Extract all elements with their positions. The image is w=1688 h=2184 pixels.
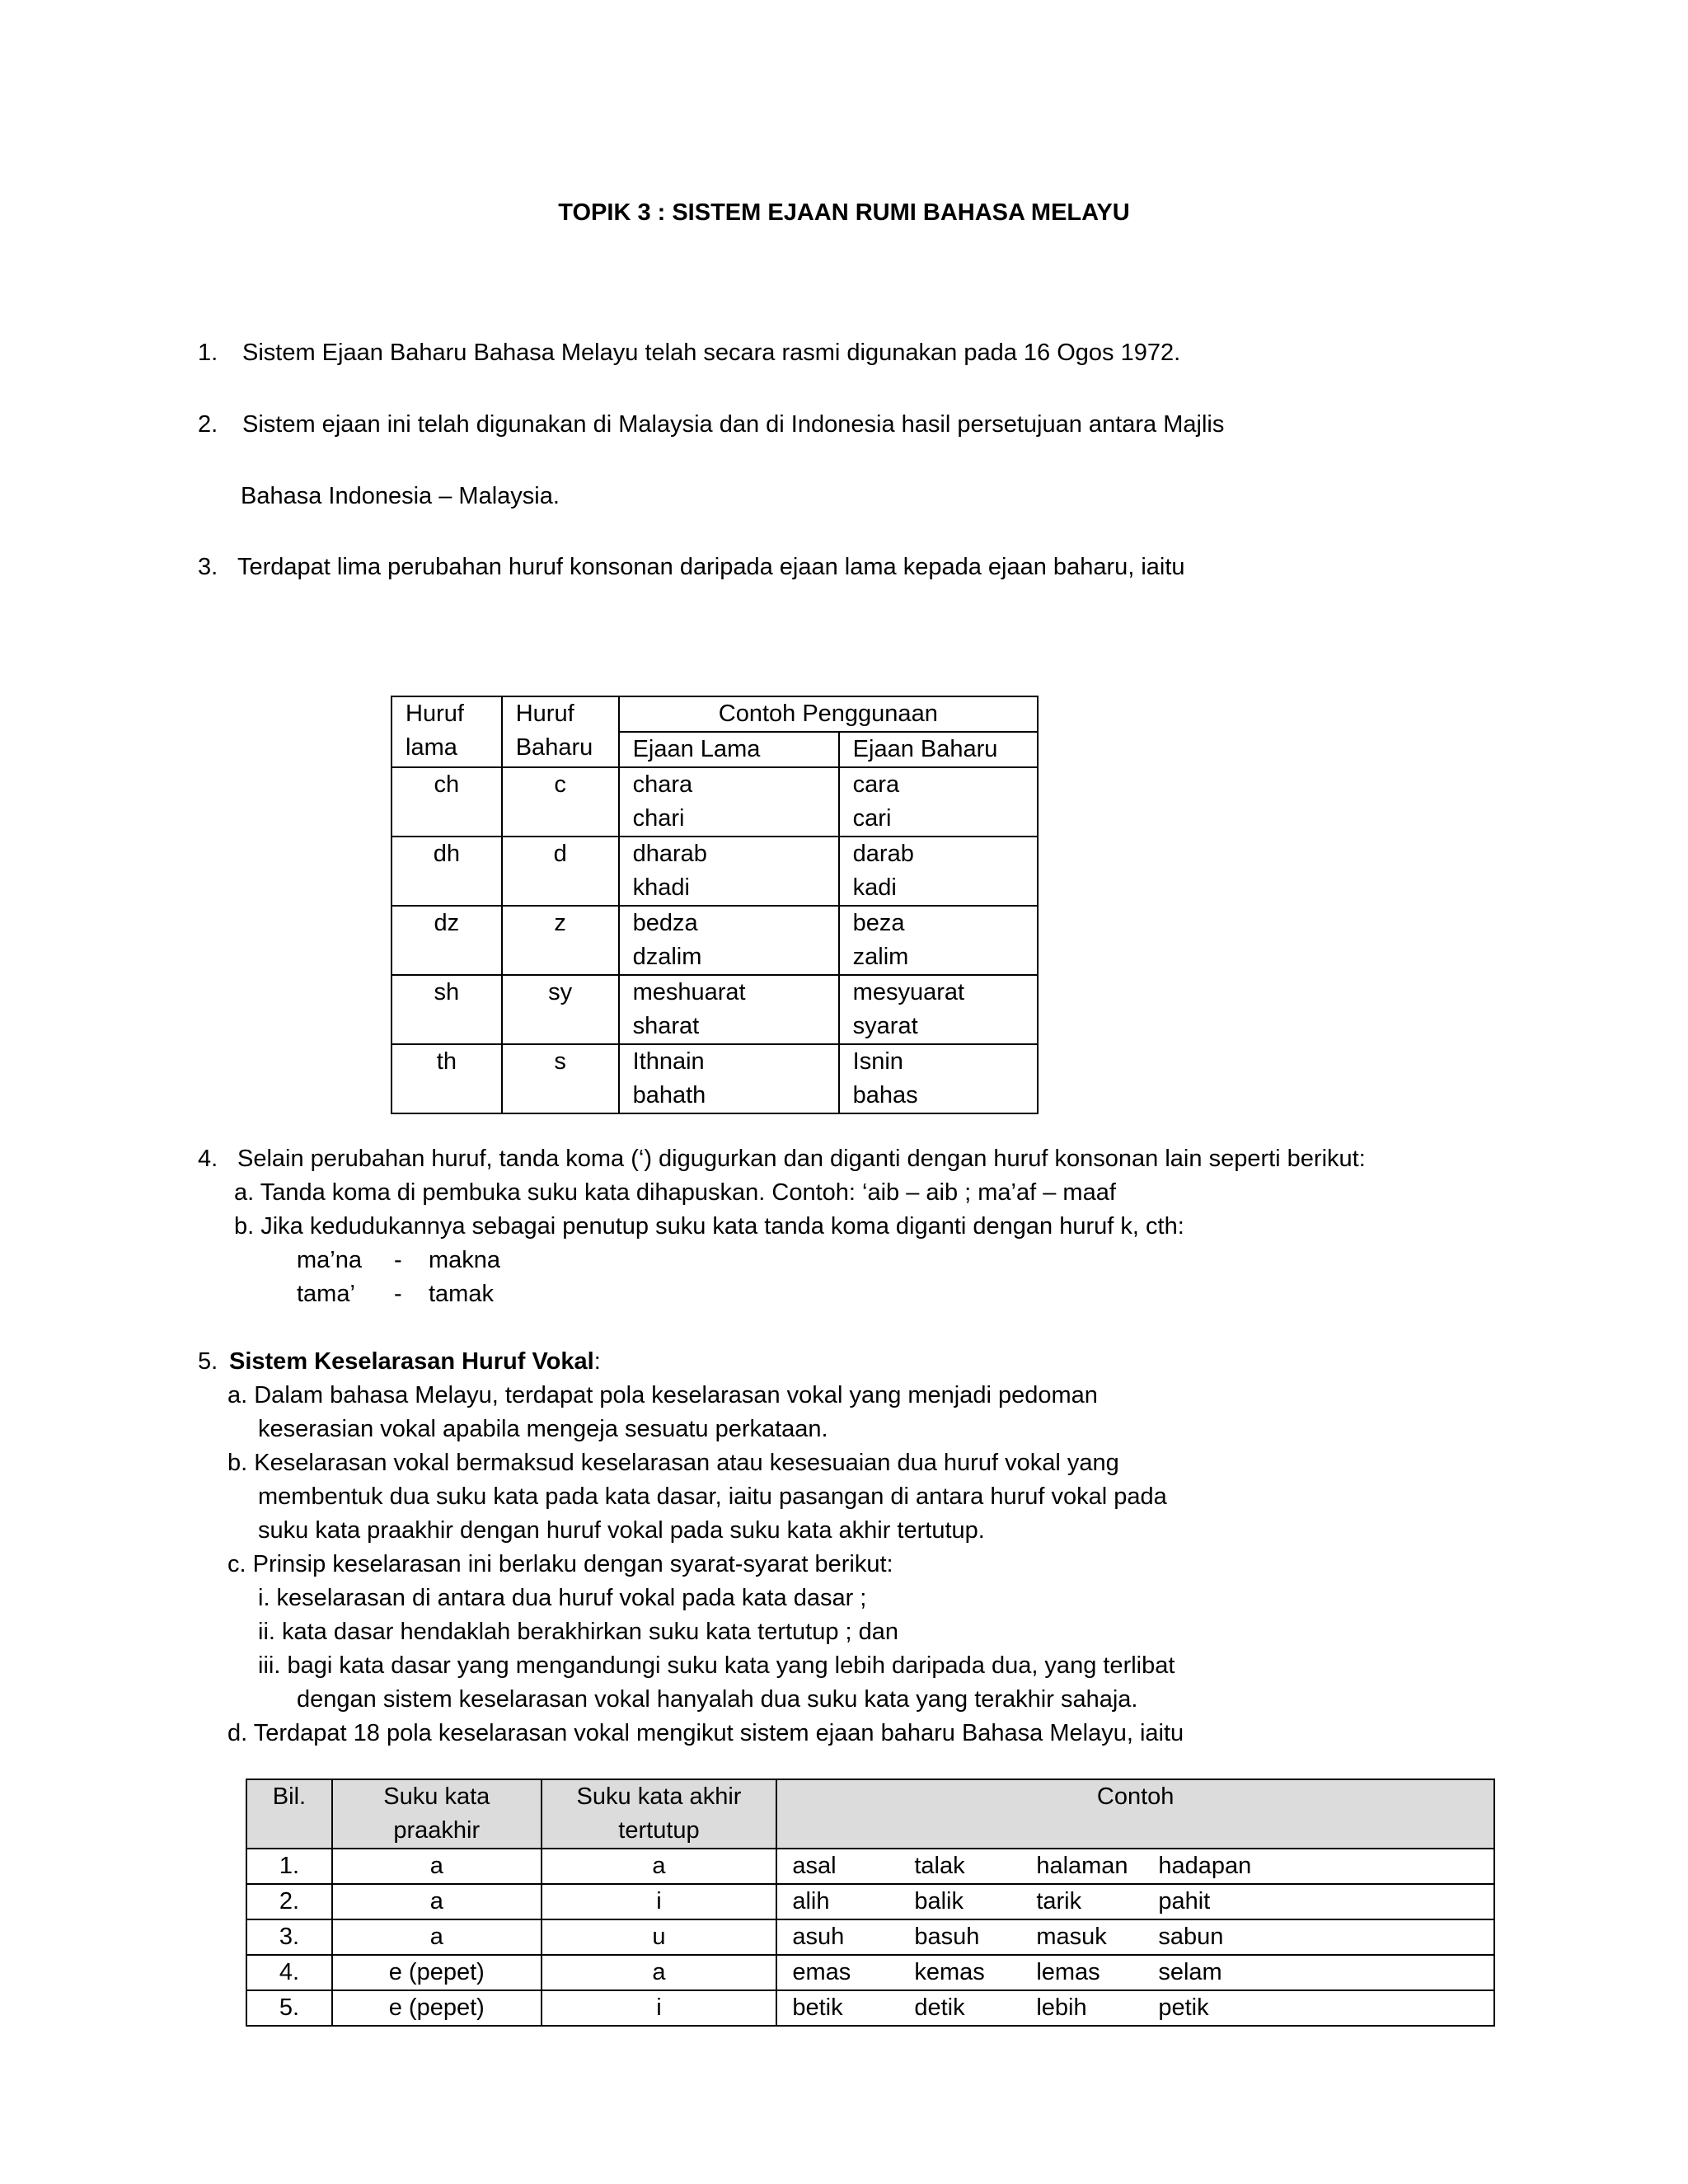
- cell-praakhir: e (pepet): [332, 1955, 542, 1990]
- cell-praakhir: a: [332, 1849, 542, 1884]
- cell-ejaan-lama: bedza dzalim: [619, 906, 839, 975]
- table-row: [392, 837, 1038, 906]
- cell-contoh: asal talak halaman hadapan: [776, 1849, 1494, 1884]
- list-item-2-continuation: Bahasa Indonesia – Malaysia.: [241, 483, 560, 509]
- cell-akhir: i: [542, 1990, 777, 2026]
- cell-huruf-lama: dz: [392, 906, 502, 975]
- table-row: [392, 1044, 1038, 1113]
- sub-item-5d: d. Terdapat 18 pola keselarasan vokal mengikut sistem ejaan baharu Bahasa Melayu, iaitu: [227, 1720, 1184, 1746]
- cell-huruf-lama: sh: [392, 975, 502, 1044]
- cell-bil: 5.: [246, 1990, 332, 2026]
- cell-contoh: emas kemas lemas selam: [776, 1955, 1494, 1990]
- example-line: ma’na - makna: [297, 1247, 501, 1273]
- cell-huruf-baharu: s: [502, 1044, 619, 1113]
- list-item-2: [198, 408, 1224, 442]
- header-ejaan-baharu: Ejaan Baharu: [839, 732, 1038, 767]
- list-number: 1.: [198, 340, 218, 366]
- list-number: 3.: [198, 554, 218, 580]
- cell-praakhir: a: [332, 1884, 542, 1919]
- cell-praakhir: e (pepet): [332, 1990, 542, 2026]
- header-huruf-baharu: Huruf Baharu: [502, 696, 619, 767]
- table-row: [392, 767, 1038, 837]
- cell-contoh: alih balik tarik pahit: [776, 1884, 1494, 1919]
- cell-ejaan-lama: dharab khadi: [619, 837, 839, 906]
- header-contoh-penggunaan: Contoh Penggunaan: [619, 696, 1038, 732]
- cell-ejaan-baharu: Isnin bahas: [839, 1044, 1038, 1113]
- cell-bil: 1.: [246, 1849, 332, 1884]
- sub-item-5c-iii-cont: dengan sistem keselarasan vokal hanyalah dua suku kata yang terakhir sahaja.: [297, 1686, 1138, 1713]
- list-item-5: 5. Sistem Keselarasan Huruf Vokal:: [198, 1345, 601, 1379]
- cell-bil: 2.: [246, 1884, 332, 1919]
- page-title: TOPIK 3 : SISTEM EJAAN RUMI BAHASA MELAYU: [558, 199, 1130, 226]
- cell-ejaan-lama: chara chari: [619, 767, 839, 837]
- cell-akhir: a: [542, 1955, 777, 1990]
- cell-ejaan-baharu: darab kadi: [839, 837, 1038, 906]
- sub-item-5c-iii: iii. bagi kata dasar yang mengandungi suku kata yang lebih daripada dua, yang terlibat: [258, 1652, 1175, 1679]
- cell-contoh: betik detik lebih petik: [776, 1990, 1494, 2026]
- list-item-3: [198, 551, 1185, 584]
- list-text: Sistem ejaan ini telah digunakan di Malaysia dan di Indonesia hasil persetujuan antara Majlis: [242, 411, 1225, 438]
- cell-huruf-baharu: z: [502, 906, 619, 975]
- table-row: [246, 1955, 1494, 1990]
- list-text: Sistem Ejaan Baharu Bahasa Melayu telah secara rasmi digunakan pada 16 Ogos 1972.: [242, 340, 1181, 366]
- cell-huruf-lama: th: [392, 1044, 502, 1113]
- cell-huruf-lama: dh: [392, 837, 502, 906]
- table-row: [246, 1990, 1494, 2026]
- sub-item-5b-cont: suku kata praakhir dengan huruf vokal pada suku kata akhir tertutup.: [258, 1517, 985, 1544]
- cell-ejaan-lama: meshuarat sharat: [619, 975, 839, 1044]
- table-row: [246, 1849, 1494, 1884]
- cell-bil: 3.: [246, 1919, 332, 1955]
- header-suku-kata-praakhir: Suku kata praakhir: [332, 1779, 542, 1849]
- sub-item-5b: b. Keselarasan vokal bermaksud keselarasan atau kesesuaian dua huruf vokal yang: [227, 1450, 1119, 1476]
- header-ejaan-lama: Ejaan Lama: [619, 732, 839, 767]
- cell-akhir: u: [542, 1919, 777, 1955]
- header-suku-kata-akhir: Suku kata akhir tertutup: [542, 1779, 777, 1849]
- cell-huruf-baharu: sy: [502, 975, 619, 1044]
- list-item-4: [198, 1142, 1366, 1176]
- sub-item-5b-cont: membentuk dua suku kata pada kata dasar, iaitu pasangan di antara huruf vokal pada: [258, 1483, 1167, 1510]
- table-row: [392, 975, 1038, 1044]
- cell-huruf-baharu: c: [502, 767, 619, 837]
- table-row: [246, 1884, 1494, 1919]
- header-bil: Bil.: [246, 1779, 332, 1849]
- cell-ejaan-baharu: beza zalim: [839, 906, 1038, 975]
- table-header-row: [392, 696, 1038, 732]
- list-item-1: [198, 336, 1180, 370]
- list-number: 2.: [198, 411, 218, 438]
- sub-item-5a-cont: keserasian vokal apabila mengeja sesuatu perkataan.: [258, 1416, 828, 1442]
- section-heading: Sistem Keselarasan Huruf Vokal: [229, 1348, 594, 1375]
- table-row: [246, 1919, 1494, 1955]
- sub-item-4a: a. Tanda koma di pembuka suku kata dihapuskan. Contoh: ‘aib – aib ; ma’af – maaf: [234, 1179, 1116, 1206]
- consonant-change-table: [391, 696, 1039, 1114]
- cell-ejaan-baharu: cara cari: [839, 767, 1038, 837]
- sub-item-5c-ii: ii. kata dasar hendaklah berakhirkan suku kata tertutup ; dan: [258, 1619, 899, 1645]
- list-text: Selain perubahan huruf, tanda koma (‘) digugurkan dan diganti dengan huruf konsonan lain seperti berikut:: [237, 1146, 1366, 1172]
- list-text: Terdapat lima perubahan huruf konsonan daripada ejaan lama kepada ejaan baharu, iaitu: [237, 554, 1185, 580]
- header-contoh: Contoh: [776, 1779, 1494, 1849]
- cell-akhir: i: [542, 1884, 777, 1919]
- table-header-row: [246, 1779, 1494, 1849]
- cell-akhir: a: [542, 1849, 777, 1884]
- sub-item-5a: a. Dalam bahasa Melayu, terdapat pola keselarasan vokal yang menjadi pedoman: [227, 1382, 1098, 1408]
- list-number: 4.: [198, 1146, 218, 1172]
- sub-item-5c: c. Prinsip keselarasan ini berlaku dengan syarat-syarat berikut:: [227, 1551, 893, 1577]
- cell-huruf-lama: ch: [392, 767, 502, 837]
- sub-item-5c-i: i. keselarasan di antara dua huruf vokal pada kata dasar ;: [258, 1585, 867, 1611]
- cell-ejaan-lama: Ithnain bahath: [619, 1044, 839, 1113]
- header-huruf-lama: Huruf lama: [392, 696, 502, 767]
- cell-praakhir: a: [332, 1919, 542, 1955]
- cell-huruf-baharu: d: [502, 837, 619, 906]
- sub-item-4b: b. Jika kedudukannya sebagai penutup suku kata tanda koma diganti dengan huruf k, cth:: [234, 1213, 1184, 1240]
- cell-contoh: asuh basuh masuk sabun: [776, 1919, 1494, 1955]
- cell-ejaan-baharu: mesyuarat syarat: [839, 975, 1038, 1044]
- table-row: [392, 906, 1038, 975]
- cell-bil: 4.: [246, 1955, 332, 1990]
- list-number: 5.: [198, 1348, 218, 1375]
- vowel-harmony-table: [246, 1779, 1495, 2027]
- example-line: tama’ - tamak: [297, 1281, 494, 1307]
